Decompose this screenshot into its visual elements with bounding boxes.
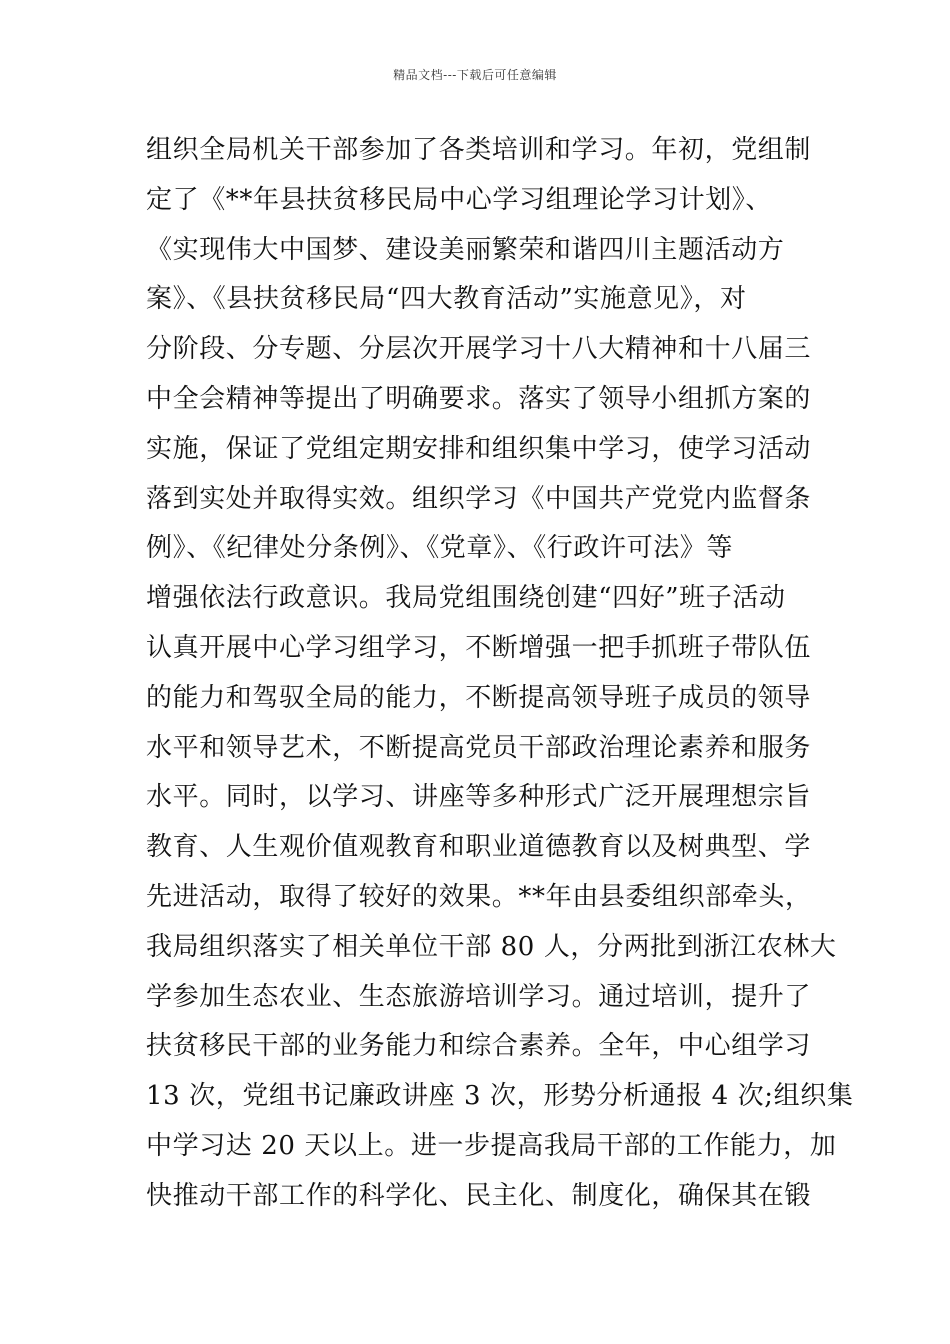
text-line-18: 学参加生态农业、生态旅游培训学习。通过培训，提升了 xyxy=(146,981,812,1012)
text-line-9: 例》、《纪律处分条例》、《党章》、《行政许可法》等 xyxy=(146,533,734,564)
text-line-14: 水平。同时，以学习、讲座等多种形式广泛开展理想宗旨 xyxy=(146,782,812,813)
text-line-1: 组织全局机关干部参加了各类培训和学习。年初，党组制 xyxy=(146,135,812,165)
text-line-12: 的能力和驾驭全局的能力，不断提高领导班子成员的领导 xyxy=(146,682,812,713)
text-line-16: 先进活动，取得了较好的效果。**年由县委组织部牵头， xyxy=(146,881,812,912)
text-line-8: 落到实处并取得实效。组织学习《中国共产党党内监督条 xyxy=(146,483,812,514)
text-line-3: 《实现伟大中国梦、建设美丽繁荣和谐四川主题活动方 xyxy=(146,234,785,265)
text-line-19: 扶贫移民干部的业务能力和综合素养。全年，中心组学习 xyxy=(146,1031,812,1062)
text-line-17: 我局组织落实了相关单位干部 80 人，分两批到浙江农林大 xyxy=(146,931,837,962)
text-line-13: 水平和领导艺术，不断提高党员干部政治理论素养和服务 xyxy=(146,732,812,763)
text-line-7: 实施，保证了党组定期安排和组织集中学习，使学习活动 xyxy=(146,433,812,464)
text-line-21: 中学习达 20 天以上。进一步提高我局干部的工作能力，加 xyxy=(146,1130,837,1161)
text-line-2: 定了《**年县扶贫移民局中心学习组理论学习计划》、 xyxy=(146,184,773,215)
page-header: 精品文档---下载后可任意编辑 xyxy=(393,68,557,82)
text-line-15: 教育、人生观价值观教育和职业道德教育以及树典型、学 xyxy=(146,832,812,863)
text-line-11: 认真开展中心学习组学习，不断增强一把手抓班子带队伍 xyxy=(146,632,812,663)
text-line-22: 快推动干部工作的科学化、民主化、制度化，确保其在锻 xyxy=(146,1180,812,1211)
text-line-20: 13 次，党组书记廉政讲座 3 次，形势分析通报 4 次;组织集 xyxy=(146,1081,854,1112)
text-line-4: 案》、《县扶贫移民局“四大教育活动”实施意见》，对 xyxy=(146,284,747,315)
text-line-10: 增强依法行政意识。我局党组围绕创建“四好”班子活动 xyxy=(146,583,786,614)
text-line-5: 分阶段、分专题、分层次开展学习十八大精神和十八届三 xyxy=(146,334,812,365)
text-line-6: 中全会精神等提出了明确要求。落实了领导小组抓方案的 xyxy=(146,383,812,414)
body-text xyxy=(146,126,854,1222)
